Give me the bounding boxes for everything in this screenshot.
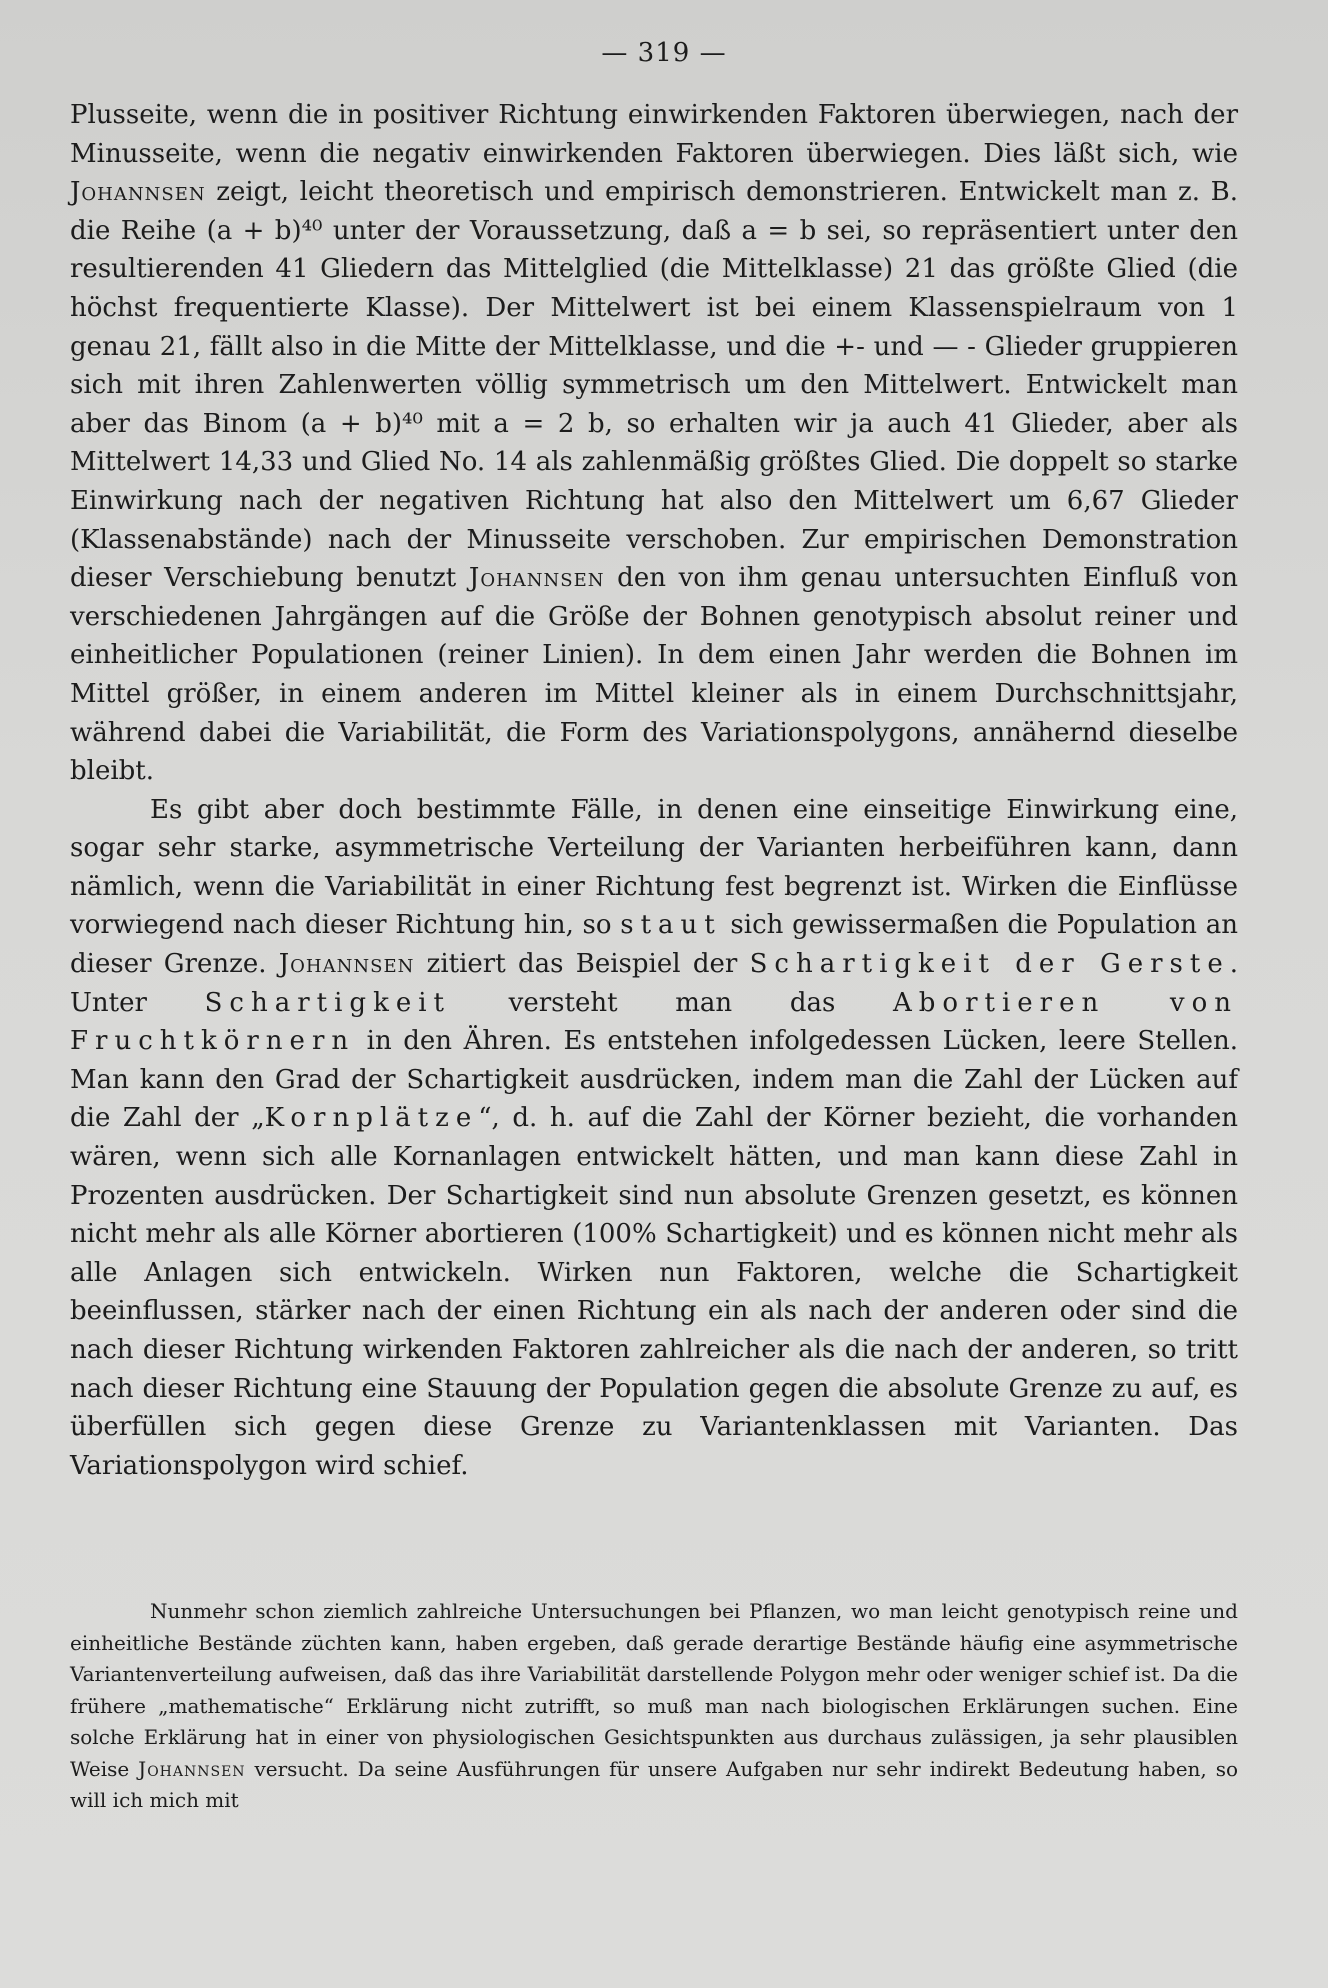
text-segment: Es gibt aber doch bestimmte Fälle, in denen eine einseitige Einwirkung eine, sogar sehr starke, asymmetrische Verteilung der Varianten herbeiführen kann, dann nämlich, wenn die Variabilität in einer Richtung fest begrenzt ist. Wirken die Einflüsse vorwiegend nach dieser Richtung hin, so [70,794,1238,941]
emphasized-term: Schartigkeit der Gerste [749,949,1230,980]
author-name: Johannsen [278,949,415,980]
author-name: Johannsen [138,1756,246,1781]
footnote [70,1596,1238,1817]
author-name: Johannsen [70,177,206,208]
emphasized-term: Abortieren von Fruchtkörnern [70,987,1238,1057]
text-segment: sich gewissermaßen die Population an dieser Grenze. [70,910,1238,980]
emphasized-term: Kornplätze [264,1103,479,1134]
footnote-segment: versucht. Da seine Ausführungen für unsere Aufgaben nur sehr indirekt Bedeutung haben, so will ich mich mit [70,1756,1238,1812]
page-number: — 319 — [601,38,727,68]
text-segment: . Unter [70,949,1238,1018]
emphasized-term: Schartigkeit [204,987,451,1018]
footnote-segment: Nunmehr schon ziemlich zahlreiche Untersuchungen bei Pflanzen, wo man leicht genotypisch reine und einheitliche Bestände züchten kann, haben ergeben, daß gerade derartige Bestände häufig eine asymmetrische Variantenverteilung aufweisen, daß das ihre Variabilität darstellende Polygon mehr oder weniger schief ist. Da die frühere „mathematische“ Erklärung nicht zutrifft, so muß man nach biologischen Erklärungen suchen. Eine solche Erklärung hat in einer von physiologischen Gesichtspunkten aus durchaus zulässigen, ja sehr plausiblen Weise [70,1599,1238,1781]
text-segment: “, d. h. auf die Zahl der Körner bezieht, die vorhanden wären, wenn sich alle Kornanlagen entwickelt hätten, und man kann diese Zahl in Prozenten ausdrücken. Der Schartigkeit sind nun absolute Grenzen gesetzt, es können nicht mehr als alle Körner abortieren (100% Schartigkeit) und es können nicht mehr als alle Anlagen sich entwickeln. Wirken nun Faktoren, welche die Schartigkeit beeinflussen, stärker nach der einen Richtung ein als nach der anderen oder sind die nach dieser Richtung wirkenden Faktoren zahlreicher als die nach der anderen, so tritt nach dieser Richtung eine Stauung der Population gegen die absolute Grenze zu auf, es überfüllen sich gegen diese Grenze zu Variantenklassen mit Varianten. Das Variationspolygon wird schief. [70,1103,1239,1481]
text-segment: Plusseite, wenn die in positiver Richtung einwirkenden Faktoren überwiegen, nach der Minusseite, wenn die negativ einwirkenden Faktoren überwiegen. Dies läßt sich, wie [70,100,1238,169]
text-segment: versteht man das [450,987,893,1018]
text-segment: zeigt, leicht theoretisch und empirisch demonstrieren. Entwickelt man z. B. die Reihe (a + b)⁴⁰ unter der Voraussetzung, daß a = b sei, so repräsentiert unter den resultierenden 41 Gliedern das Mittelglied (die Mittelklasse) 21 das größte Glied (die höchst frequentierte Klasse). Der Mittelwert ist bei einem Klassenspielraum von 1 genau 21, fällt also in die Mitte der Mittelklasse, und die +- und — - Glieder gruppieren sich mit ihren Zahlenwerten völlig symmetrisch um den Mittelwert. Entwickelt man aber das Binom (a + b)⁴⁰ mit a = 2 b, so erhalten wir ja auch 41 Glieder, aber als Mittelwert 14,33 und Glied No. 14 als zahlenmäßig größtes Glied. Die doppelt so starke Einwirkung nach der negativen Richtung hat also den Mittelwert um 6,67 Glieder (Klassenabstände) nach der Minusseite verschoben. Zur empirischen Demonstration dieser Verschiebung benutzt [70,177,1238,594]
paragraph-2 [70,791,1238,1486]
main-text [70,96,1238,1485]
text-segment: in den Ähren. Es entstehen infolgedessen Lücken, leere Stellen. Man kann den Grad der Schartigkeit ausdrücken, indem man die Zahl der Lücken auf die Zahl der „ [70,1026,1238,1134]
text-segment: den von ihm genau untersuchten Einfluß von verschiedenen Jahrgängen auf die Größe der Bohnen genotypisch absolut reiner und einheitlicher Populationen (reiner Linien). In dem einen Jahr werden die Bohnen im Mittel größer, in einem anderen im Mittel kleiner als in einem Durchschnittsjahr, während dabei die Variabilität, die Form des Variationspolygons, annähernd dieselbe bleibt. [70,563,1239,787]
paragraph-1 [70,96,1238,791]
author-name: Johannsen [468,563,605,594]
emphasized-term: staut [620,910,722,941]
text-segment: zitiert das Beispiel der [414,949,750,980]
